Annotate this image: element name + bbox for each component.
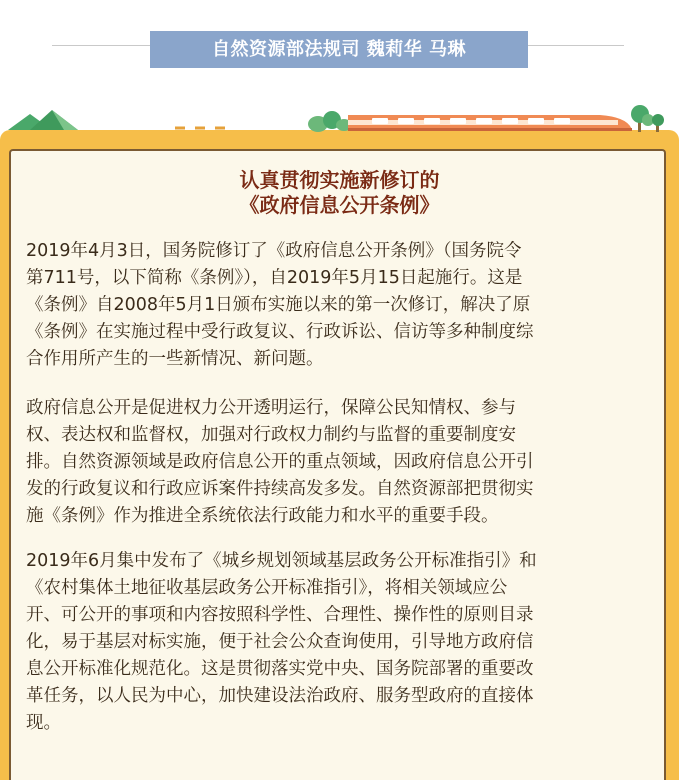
paragraph-line: 《农村集体土地征收基层政务公开标准指引》，将相关领域应公 bbox=[26, 578, 508, 598]
paragraph-line: 施《条例》作为推进全系统依法行政能力和水平的重要手段。 bbox=[26, 506, 499, 526]
paragraph-line: 2019年6月集中发布了《城乡规划领域基层政务公开标准指引》和 bbox=[26, 551, 537, 571]
paragraph-1 bbox=[26, 238, 658, 373]
title-line-2: 《政府信息公开条例》 bbox=[239, 193, 440, 217]
paragraph-line: 合作用所产生的一些新情况、新问题。 bbox=[26, 349, 324, 369]
paragraph-line: 《条例》自2008年5月1日颁布实施以来的第一次修订，解决了原 bbox=[26, 295, 531, 315]
paragraph-line: 发的行政复议和行政应诉案件持续高发多发。自然资源部把贯彻实 bbox=[26, 479, 534, 499]
tree-icon bbox=[631, 105, 664, 132]
paragraph-line: 排。自然资源领域是政府信息公开的重点领域，因政府信息公开引 bbox=[26, 452, 534, 472]
title-line-1: 认真贯彻实施新修订的 bbox=[239, 168, 440, 192]
author-byline: 自然资源部法规司 魏莉华 马琳 bbox=[150, 31, 528, 68]
header-decoration bbox=[0, 100, 679, 150]
paragraph-line: 政府信息公开是促进权力公开透明运行，保障公民知情权、参与 bbox=[26, 398, 516, 418]
paragraph-2 bbox=[26, 395, 658, 530]
paragraph-line: 息公开标准化规范化。这是贯彻落实党中央、国务院部署的重要改 bbox=[26, 659, 534, 679]
paragraph-line: 2019年4月3日，国务院修订了《政府信息公开条例》（国务院令 bbox=[26, 241, 522, 261]
hills-left-icon bbox=[8, 110, 78, 130]
paragraph-3 bbox=[26, 548, 658, 737]
bush-icon bbox=[308, 111, 352, 132]
byline-divider-right bbox=[528, 45, 624, 46]
paragraph-line: 《条例》在实施过程中受行政复议、行政诉讼、信访等多种制度综 bbox=[26, 322, 534, 342]
byline-divider-left bbox=[52, 45, 150, 46]
article-title bbox=[0, 168, 679, 218]
paragraph-line: 权、表达权和监督权，加强对行政权力制约与监督的重要制度安 bbox=[26, 425, 516, 445]
paragraph-line: 开、可公开的事项和内容按照科学性、合理性、操作性的原则目录 bbox=[26, 605, 534, 625]
paragraph-line: 第711号，以下简称《条例》），自2019年5月15日起施行。这是 bbox=[26, 268, 523, 288]
train-icon bbox=[348, 115, 632, 131]
paragraph-line: 革任务，以人民为中心，加快建设法治政府、服务型政府的直接体 bbox=[26, 686, 534, 706]
paragraph-line: 现。 bbox=[26, 713, 61, 733]
paragraph-line: 化，易于基层对标实施，便于社会公众查询使用，引导地方政府信 bbox=[26, 632, 534, 652]
